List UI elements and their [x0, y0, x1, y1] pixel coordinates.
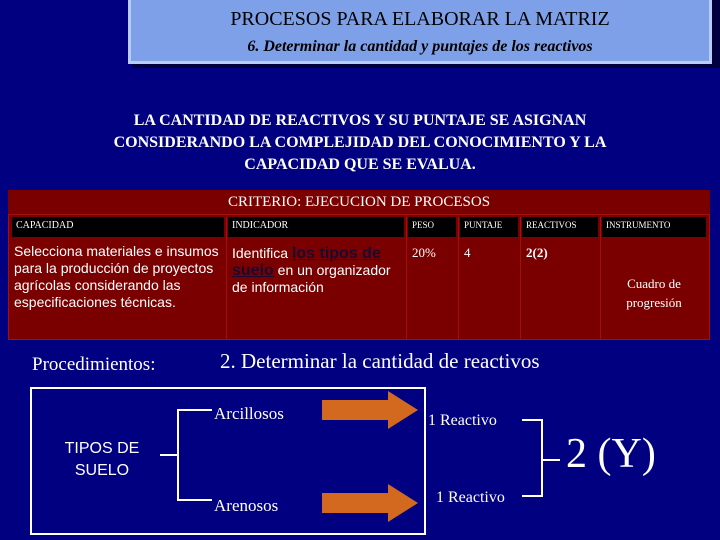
column-header-indicador: INDICADOR — [228, 217, 404, 237]
soil-item-arenosos: Arenosos — [214, 496, 279, 515]
column-header-capacidad: CAPACIDAD — [12, 217, 224, 237]
column-header-reactivos: REACTIVOS — [522, 217, 598, 237]
procedures-label: Procedimientos: — [32, 354, 156, 375]
arrow-icon — [322, 391, 418, 429]
column-header-puntaje: PUNTAJE — [460, 217, 518, 237]
page-title: PROCESOS PARA ELABORAR LA MATRIZ — [230, 8, 610, 30]
reactivo-bracket — [522, 420, 542, 496]
indicador-suffix: en un organizador de información — [232, 262, 391, 295]
cell-instrumento: Cuadro de progresión — [626, 276, 682, 310]
total-reactivos: 2 (Y) — [566, 431, 656, 477]
cell-peso: 20% — [412, 245, 436, 260]
column-header-peso: PESO — [408, 217, 456, 237]
page-subtitle: 6. Determinar la cantidad y puntajes de los reactivos — [247, 38, 593, 55]
indicador-prefix: Identifica — [232, 245, 292, 261]
criterion-title: CRITERIO: EJECUCION DE PROCESOS — [227, 194, 491, 210]
arrow-icon — [322, 484, 418, 522]
reactivo-count: 1 Reactivo — [428, 412, 497, 429]
statement-line: CAPACIDAD QUE SE EVALUA. — [244, 156, 476, 173]
statement-line: LA CANTIDAD DE REACTIVOS Y SU PUNTAJE SE ASIGNAN — [133, 112, 587, 129]
cell-reactivos: 2(2) — [526, 245, 548, 260]
indicador-highlight: los tipos de suelo — [232, 245, 381, 279]
statement-line: CONSIDERANDO LA COMPLEJIDAD DEL CONOCIMIENTO Y LA — [113, 134, 607, 151]
soil-bracket — [178, 410, 212, 500]
procedures-step: 2. Determinar la cantidad de reactivos — [220, 349, 540, 373]
soil-types-label: TIPOS DE SUELO — [48, 438, 156, 482]
soil-item-arcillosos: Arcillosos — [214, 404, 284, 423]
reactivo-count: 1 Reactivo — [436, 489, 505, 506]
cell-puntaje: 4 — [464, 245, 471, 260]
cell-capacidad: Selecciona materiales e insumos para la producción de proyectos agrícolas considerando las especificaciones técnicas. — [14, 243, 219, 310]
column-header-instrumento: INSTRUMENTO — [602, 217, 706, 237]
